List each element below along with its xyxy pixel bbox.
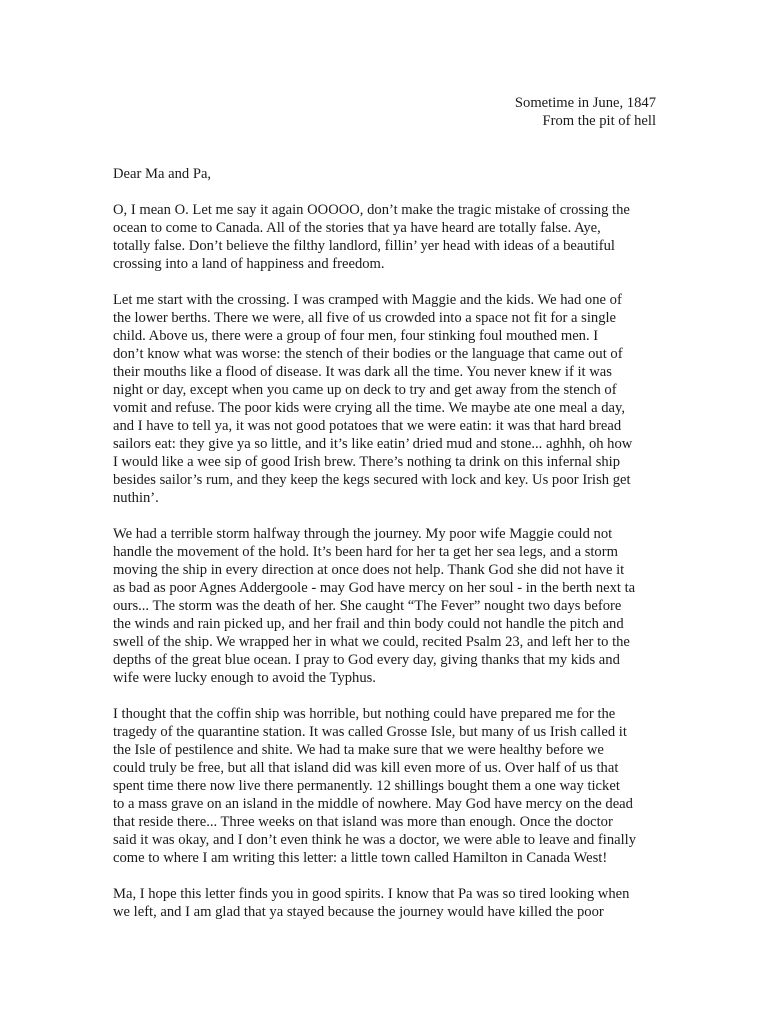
salutation: Dear Ma and Pa,: [113, 166, 212, 182]
text-line: spent time there now live there permanently. 12 shillings bought them a one way ticket: [113, 778, 620, 794]
letter-date: Sometime in June, 1847: [514, 95, 656, 111]
text-line: totally false. Don’t believe the filthy landlord, fillin’ yer head with ideas of a beautiful: [113, 238, 615, 254]
text-line: moving the ship in every direction at once does not help. Thank God she did not have it: [113, 562, 625, 578]
text-line: vomit and refuse. The poor kids were crying all the time. We maybe ate one meal a day,: [113, 400, 625, 416]
text-line: child. Above us, there were a group of four men, four stinking foul mouthed men. I: [113, 328, 599, 344]
paragraph-gap: [113, 507, 673, 525]
text-line: their mouths like a flood of disease. It was dark all the time. You never knew if it was: [113, 364, 612, 380]
paragraph-gap: [113, 687, 673, 705]
paragraph-2: [113, 291, 673, 507]
text-line: the winds and rain picked up, and her frail and thin body could not handle the pitch and: [113, 616, 624, 632]
text-line: to a mass grave on an island in the middle of nowhere. May God have mercy on the dead: [113, 796, 633, 812]
text-line: could truly be free, but all that island did was kill even more of us. Over half of us that: [113, 760, 619, 776]
text-line: ocean to come to Canada. All of the stories that ya have heard are totally false. Aye,: [113, 220, 601, 236]
paragraph-gap: [113, 867, 673, 885]
text-line: Let me start with the crossing. I was cramped with Maggie and the kids. We had one of: [113, 292, 622, 308]
text-line: the lower berths. There we were, all five of us crowded into a space not fit for a single: [113, 310, 617, 326]
text-line: crossing into a land of happiness and freedom.: [113, 256, 385, 272]
text-line: that reside there... Three weeks on that island was more than enough. Once the doctor: [113, 814, 613, 830]
paragraph-4: [113, 705, 673, 867]
text-line: wife were lucky enough to avoid the Typhus.: [113, 670, 376, 686]
text-line: tragedy of the quarantine station. It was called Grosse Isle, but many of us Irish called it: [113, 724, 627, 740]
text-line: depths of the great blue ocean. I pray to God every day, giving thanks that my kids and: [113, 652, 620, 668]
text-line: O, I mean O. Let me say it again OOOOO, don’t make the tragic mistake of crossing the: [113, 202, 630, 218]
text-line: Ma, I hope this letter finds you in good spirits. I know that Pa was so tired looking when: [113, 886, 630, 902]
text-line: come to where I am writing this letter: a little town called Hamilton in Canada West!: [113, 850, 608, 866]
text-line: We had a terrible storm halfway through the journey. My poor wife Maggie could not: [113, 526, 613, 542]
text-line: we left, and I am glad that ya stayed because the journey would have killed the poor: [113, 904, 604, 920]
text-line: said it was okay, and I don’t even think he was a doctor, we were able to leave and finally: [113, 832, 636, 848]
text-line: as bad as poor Agnes Addergoole - may God have mercy on her soul - in the berth next ta: [113, 580, 636, 596]
text-line: don’t know what was worse: the stench of their bodies or the language that came out of: [113, 346, 623, 362]
text-line: handle the movement of the hold. It’s been hard for her ta get her sea legs, and a storm: [113, 544, 618, 560]
text-line: swell of the ship. We wrapped her in what we could, recited Psalm 23, and left her to the: [113, 634, 630, 650]
text-line: the Isle of pestilence and shite. We had ta make sure that we were healthy before we: [113, 742, 604, 758]
text-line: night or day, except when you came up on deck to try and get away from the stench of: [113, 382, 617, 398]
letter-header: [515, 94, 656, 130]
text-line: sailors eat: they give ya so little, and it’s like eatin’ dried mud and stone... aghhh, oh how: [113, 436, 633, 452]
paragraph-gap: [113, 183, 673, 201]
paragraph-3: [113, 525, 673, 687]
text-line: and I have to tell ya, it was not good potatoes that we were eatin: it was that hard bread: [113, 418, 622, 434]
text-line: nuthin’.: [113, 490, 159, 506]
paragraph-gap: [113, 273, 673, 291]
text-line: besides sailor’s rum, and they keep the kegs secured with lock and key. Us poor Irish get: [113, 472, 631, 488]
text-line: I thought that the coffin ship was horrible, but nothing could have prepared me for the: [113, 706, 616, 722]
letter-place: From the pit of hell: [542, 113, 656, 129]
paragraph-1: [113, 201, 673, 273]
letter-body: [113, 165, 673, 921]
paragraph-5: [113, 885, 673, 921]
text-line: ours... The storm was the death of her. She caught “The Fever” nought two days before: [113, 598, 622, 614]
text-line: I would like a wee sip of good Irish brew. There’s nothing ta drink on this infernal ship: [113, 454, 621, 470]
